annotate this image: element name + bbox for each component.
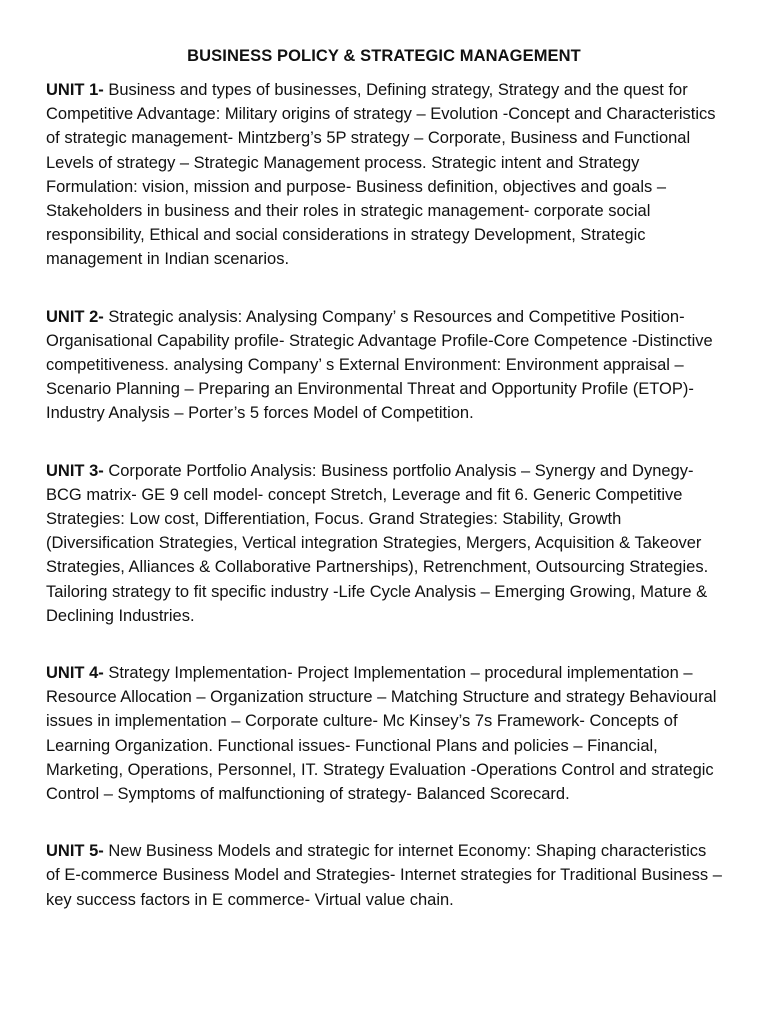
unit-3-text: Corporate Portfolio Analysis: Business portfolio Analysis – Synergy and Dynegy- BCG matrix- GE 9 cell model- concept Stretch, Leverage and fit 6. Generic Competitive Strategies: Low cost, Differentiation, Focus. Grand Strategies: Stability, Growth (Diversification Strategies, Vertical integration Strategies, Mergers, Acquisition & Takeover Strategies, Alliances & Collaborative Partnerships), Retrenchment, Outsourcing Strategies. Tailoring strategy to fit specific industry -Life Cycle Analysis – Emerging Growing, Mature & Declining Industries. — [46, 461, 709, 625]
unit-2-text: Strategic analysis: Analysing Company’ s Resources and Competitive Position- Organisational Capability profile- Strategic Advantage Profile-Core Competence -Distinctive competitiveness. analysing Company’ s External Environment: Environment appraisal – Scenario Planning – Preparing an Environmental Threat and Opportunity Profile (ETOP)- Industry Analysis – Porter’s 5 forces Model of Competition. — [46, 307, 713, 423]
unit-2-paragraph — [46, 305, 722, 426]
unit-5-paragraph — [46, 839, 722, 912]
unit-3-label: UNIT 3- — [46, 461, 104, 480]
unit-1-text: Business and types of businesses, Defining strategy, Strategy and the quest for Competitive Advantage: Military origins of strategy – Evolution -Concept and Characteristics of strategic management- Mintzberg’s 5P strategy – Corporate, Business and Functional Levels of strategy – Strategic Management process. Strategic intent and Strategy Formulation: vision, mission and purpose- Business definition, objectives and goals – Stakeholders in business and their roles in strategic management- corporate social responsibility, Ethical and social considerations in strategy Development, Strategic management in Indian scenarios. — [46, 81, 716, 269]
unit-5-label: UNIT 5- — [46, 842, 104, 861]
unit-2-label: UNIT 2- — [46, 307, 104, 326]
unit-1-paragraph — [46, 78, 722, 272]
unit-4-label: UNIT 4- — [46, 664, 104, 683]
unit-4-paragraph — [46, 661, 722, 806]
unit-5-text: New Business Models and strategic for internet Economy: Shaping characteristics of E-commerce Business Model and Strategies- Internet strategies for Traditional Business – key success factors in E commerce- Virtual value chain. — [46, 842, 722, 909]
unit-1-label: UNIT 1- — [46, 81, 104, 99]
document-title: BUSINESS POLICY & STRATEGIC MANAGEMENT — [187, 47, 581, 65]
unit-3-paragraph — [46, 459, 722, 628]
unit-4-text: Strategy Implementation- Project Implementation – procedural implementation – Resource Allocation – Organization structure – Matching Structure and strategy Behavioural issues in implementation – Corporate culture- Mc Kinsey’s 7s Framework- Concepts of Learning Organization. Functional issues- Functional Plans and policies – Financial, Marketing, Operations, Personnel, IT. Strategy Evaluation -Operations Control and strategic Control – Symptoms of malfunctioning of strategy- Balanced Scorecard. — [46, 664, 717, 804]
